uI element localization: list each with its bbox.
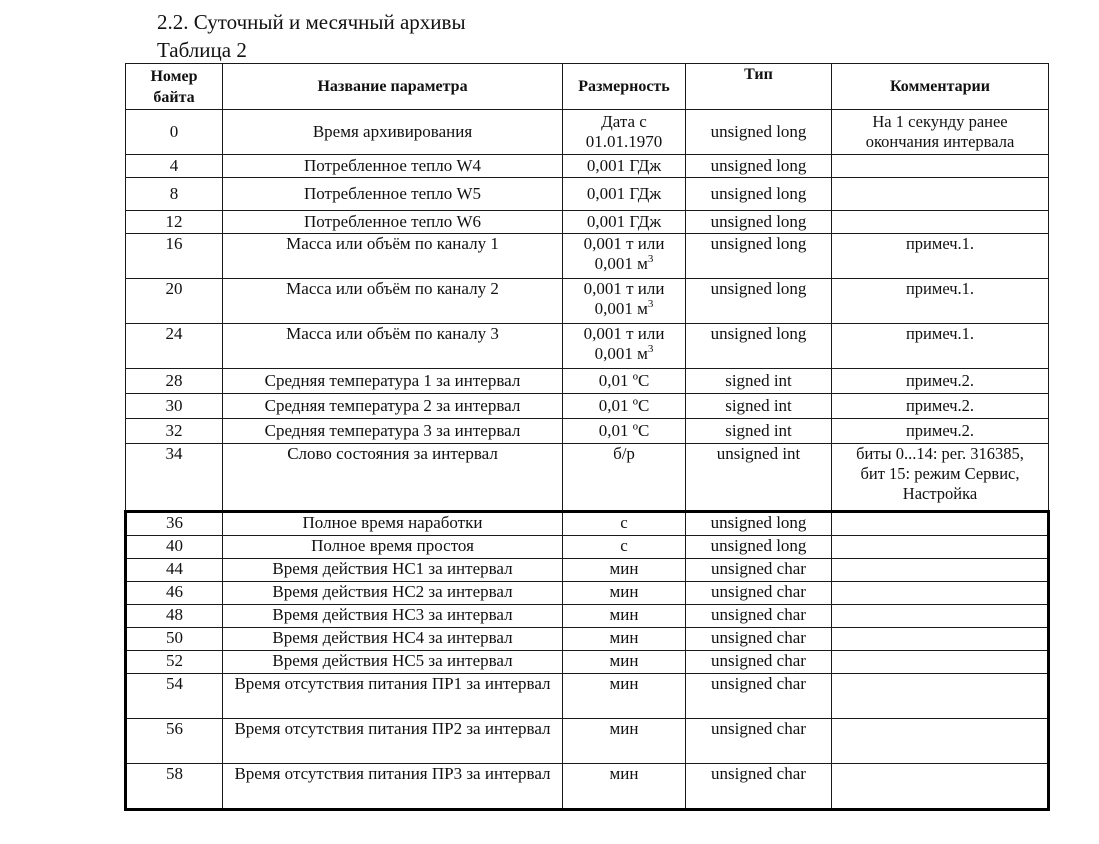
cell-name: Время отсутствия питания ПР2 за интервал (223, 719, 563, 764)
cell-byte: 12 (126, 211, 223, 234)
table-row (126, 651, 1049, 674)
cell-type: signed int (686, 394, 832, 419)
cell-comment (832, 211, 1049, 234)
header-byte-number: Номер байта (126, 64, 223, 110)
table-row (126, 369, 1049, 394)
cell-dim-line1: 0,001 т или (583, 279, 665, 298)
table-header-row (126, 64, 1049, 110)
cell-type: signed int (686, 419, 832, 444)
cell-name: Время действия НС5 за интервал (223, 651, 563, 674)
cell-dim: с (563, 512, 686, 536)
cell-type: unsigned long (686, 512, 832, 536)
cell-dim-unit: 0,001 м (594, 254, 648, 273)
cell-name: Средняя температура 2 за интервал (223, 394, 563, 419)
header-type: Тип (686, 64, 832, 110)
cell-dim-exponent: 3 (647, 343, 654, 355)
header-comments: Комментарии (832, 64, 1049, 110)
cell-byte: 28 (126, 369, 223, 394)
cell-byte: 40 (126, 536, 223, 559)
table-row (126, 674, 1049, 719)
cell-name: Потребленное тепло W5 (223, 178, 563, 211)
table-row (126, 279, 1049, 324)
cell-dim (563, 324, 686, 369)
cell-byte: 44 (126, 559, 223, 582)
cell-type: unsigned long (686, 234, 832, 279)
cell-comment: примеч.2. (832, 369, 1049, 394)
cell-byte: 32 (126, 419, 223, 444)
cell-type: unsigned char (686, 559, 832, 582)
cell-dim: мин (563, 582, 686, 605)
cell-byte: 50 (126, 628, 223, 651)
cell-name: Время отсутствия питания ПР1 за интервал (223, 674, 563, 719)
cell-dim (563, 279, 686, 324)
table-row (126, 419, 1049, 444)
cell-dim-unit: 0,001 м (594, 344, 648, 363)
cell-comment (832, 674, 1049, 719)
table-row (126, 582, 1049, 605)
cell-type: unsigned long (686, 178, 832, 211)
cell-name: Время действия НС2 за интервал (223, 582, 563, 605)
cell-name: Полное время наработки (223, 512, 563, 536)
cell-name: Время архивирования (223, 110, 563, 155)
cell-dim: б/р (563, 444, 686, 512)
cell-comment (832, 582, 1049, 605)
cell-type: unsigned long (686, 279, 832, 324)
cell-comment-line1: биты 0...14: рег. 316385, (856, 444, 1024, 463)
cell-comment-line2: бит 15: режим Сервис, (860, 464, 1020, 483)
cell-type: unsigned char (686, 582, 832, 605)
cell-dim: 0,001 ГДж (563, 178, 686, 211)
cell-byte: 8 (126, 178, 223, 211)
cell-dim (563, 234, 686, 279)
cell-byte: 58 (126, 764, 223, 810)
cell-byte: 48 (126, 605, 223, 628)
cell-name: Масса или объём по каналу 2 (223, 279, 563, 324)
cell-name: Время отсутствия питания ПР3 за интервал (223, 764, 563, 810)
table-row (126, 110, 1049, 155)
table-row (126, 512, 1049, 536)
cell-name: Полное время простоя (223, 536, 563, 559)
cell-dim: 0,001 ГДж (563, 155, 686, 178)
cell-byte: 54 (126, 674, 223, 719)
cell-dim: 0,01 ºС (563, 394, 686, 419)
table-row (126, 155, 1049, 178)
cell-name: Масса или объём по каналу 1 (223, 234, 563, 279)
cell-comment: примеч.2. (832, 394, 1049, 419)
cell-type: unsigned char (686, 628, 832, 651)
table-row (126, 536, 1049, 559)
cell-name: Слово состояния за интервал (223, 444, 563, 512)
table-row (126, 605, 1049, 628)
cell-type: unsigned long (686, 324, 832, 369)
cell-dim: мин (563, 605, 686, 628)
section-title: 2.2. Суточный и месячный архивы (157, 10, 466, 34)
cell-type: unsigned char (686, 764, 832, 810)
cell-name: Средняя температура 1 за интервал (223, 369, 563, 394)
cell-comment (832, 764, 1049, 810)
table-row (126, 211, 1049, 234)
header-param-name: Название параметра (223, 64, 563, 110)
cell-type: unsigned long (686, 211, 832, 234)
cell-byte: 34 (126, 444, 223, 512)
cell-name: Время действия НС3 за интервал (223, 605, 563, 628)
cell-dim: мин (563, 651, 686, 674)
cell-type: unsigned char (686, 651, 832, 674)
cell-comment (832, 512, 1049, 536)
cell-comment (832, 444, 1049, 512)
cell-type: unsigned long (686, 155, 832, 178)
cell-dim: 0,001 ГДж (563, 211, 686, 234)
cell-type: unsigned long (686, 110, 832, 155)
cell-comment (832, 178, 1049, 211)
cell-comment: примеч.1. (832, 324, 1049, 369)
table-row (126, 324, 1049, 369)
cell-byte: 56 (126, 719, 223, 764)
cell-comment (832, 651, 1049, 674)
cell-name: Время действия НС4 за интервал (223, 628, 563, 651)
cell-comment: примеч.1. (832, 234, 1049, 279)
cell-type: unsigned long (686, 536, 832, 559)
cell-comment (832, 155, 1049, 178)
cell-byte: 46 (126, 582, 223, 605)
cell-name: Потребленное тепло W6 (223, 211, 563, 234)
cell-dim: мин (563, 559, 686, 582)
cell-type: unsigned int (686, 444, 832, 512)
cell-byte: 20 (126, 279, 223, 324)
cell-type: unsigned char (686, 605, 832, 628)
cell-comment: На 1 секунду ранее окончания интервала (832, 110, 1049, 155)
cell-dim: Дата с 01.01.1970 (563, 110, 686, 155)
cell-byte: 0 (126, 110, 223, 155)
cell-dim: мин (563, 764, 686, 810)
cell-byte: 24 (126, 324, 223, 369)
archive-table (124, 63, 1050, 811)
cell-dim-exponent: 3 (647, 298, 654, 310)
table-row (126, 178, 1049, 211)
header-dimension: Размерность (563, 64, 686, 110)
cell-dim: 0,01 ºС (563, 369, 686, 394)
table-row (126, 394, 1049, 419)
cell-dim-line1: 0,001 т или (583, 234, 665, 253)
cell-dim-line2 (567, 344, 681, 364)
cell-dim-unit: 0,001 м (594, 299, 648, 318)
cell-comment (832, 536, 1049, 559)
cell-dim-line2 (567, 299, 681, 319)
cell-dim-line2 (567, 254, 681, 274)
cell-name: Время действия НС1 за интервал (223, 559, 563, 582)
cell-dim: мин (563, 628, 686, 651)
cell-comment (832, 605, 1049, 628)
cell-byte: 36 (126, 512, 223, 536)
cell-byte: 30 (126, 394, 223, 419)
cell-name: Потребленное тепло W4 (223, 155, 563, 178)
cell-dim: 0,01 ºС (563, 419, 686, 444)
table-row (126, 719, 1049, 764)
table-row (126, 444, 1049, 512)
cell-comment (832, 719, 1049, 764)
cell-dim: с (563, 536, 686, 559)
cell-byte: 16 (126, 234, 223, 279)
cell-dim-line1: 0,001 т или (583, 324, 665, 343)
cell-byte: 52 (126, 651, 223, 674)
cell-dim: мин (563, 674, 686, 719)
cell-type: signed int (686, 369, 832, 394)
cell-type: unsigned char (686, 719, 832, 764)
cell-type: unsigned char (686, 674, 832, 719)
table-caption: Таблица 2 (157, 38, 247, 62)
cell-name: Средняя температура 3 за интервал (223, 419, 563, 444)
cell-comment: примеч.1. (832, 279, 1049, 324)
table-row (126, 234, 1049, 279)
cell-comment (832, 628, 1049, 651)
table-row (126, 764, 1049, 810)
table-row (126, 559, 1049, 582)
cell-comment-line3: Настройка (902, 484, 978, 503)
cell-byte: 4 (126, 155, 223, 178)
cell-comment: примеч.2. (832, 419, 1049, 444)
cell-comment (832, 559, 1049, 582)
cell-dim-exponent: 3 (647, 253, 654, 265)
cell-dim: мин (563, 719, 686, 764)
table-row (126, 628, 1049, 651)
cell-name: Масса или объём по каналу 3 (223, 324, 563, 369)
